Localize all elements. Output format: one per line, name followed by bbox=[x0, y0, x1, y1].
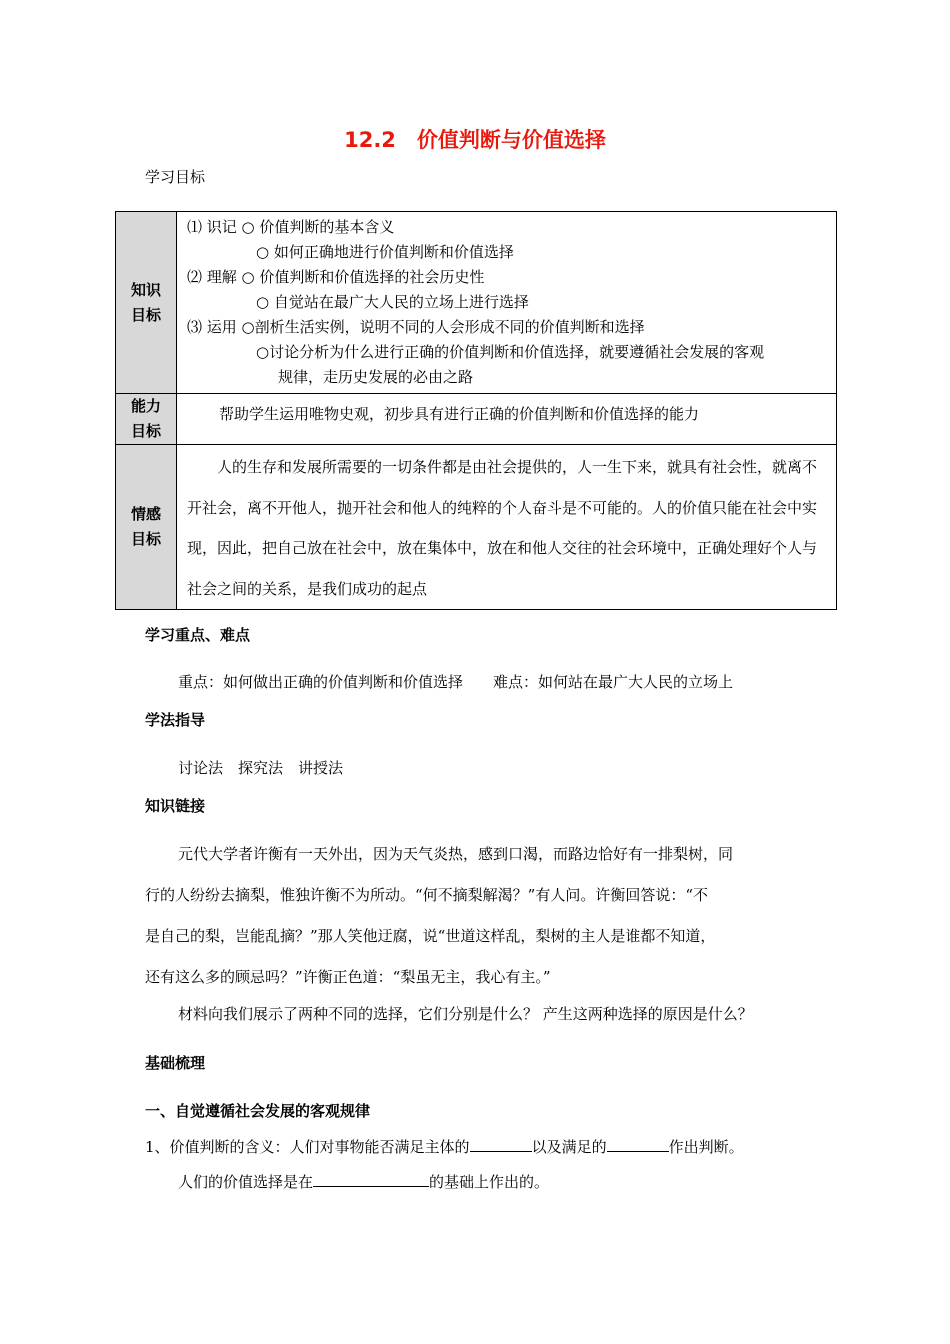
section1-heading: 一、自觉遵循社会发展的客观规律 bbox=[145, 1102, 371, 1120]
emotion-text: 人的生存和发展所需要的一切条件都是由社会提供的，人一生下来，就具有社会性，就离不开社会，离不开他人，抛开社会和他人的纯粹的个人奋斗是不可能的。人的价值只能在社会中实现，因此，把自己放在社会中，放在集体中，放在和他人交往的社会环境中，正确处理好个人与社会之间的关系，是我们成功的起点 bbox=[187, 458, 818, 598]
story-line: 是自己的梨，岂能乱摘？”那人笑他迂腐，说“世道这样乱，梨树的主人是谁都不知道， bbox=[145, 927, 716, 945]
ability-goals-header: 能力 目标 bbox=[116, 394, 177, 445]
goals-table bbox=[115, 211, 837, 610]
knowledge-line: 规律，走历史发展的必由之路 bbox=[278, 368, 474, 386]
story-line: 还有这么多的顾忌吗？”许衡正色道：“梨虽无主，我心有主。” bbox=[145, 968, 551, 986]
story-question: 材料向我们展示了两种不同的选择，它们分别是什么？ 产生这两种选择的原因是什么？ bbox=[178, 1005, 753, 1023]
key-points-heading: 学习重点、难点 bbox=[145, 626, 251, 644]
knowledge-line: ⑶ 运用 ○剖析生活实例，说明不同的人会形成不同的价值判断和选择 bbox=[187, 318, 645, 336]
knowledge-goals-row bbox=[116, 212, 837, 394]
knowledge-line: ○ 如何正确地进行价值判断和价值选择 bbox=[256, 243, 514, 261]
page-title: 12.2 价值判断与价值选择 bbox=[344, 128, 606, 152]
item1-line2: 人们的价值选择是在 的基础上作出的。 bbox=[178, 1173, 550, 1191]
ability-goals-row bbox=[116, 394, 837, 445]
study-goals-heading: 学习目标 bbox=[145, 168, 206, 186]
item1-number: 1、 bbox=[145, 1138, 170, 1156]
method-heading: 学法指导 bbox=[145, 711, 206, 729]
basics-heading: 基础梳理 bbox=[145, 1054, 206, 1072]
knowledge-goals-header: 知识 目标 bbox=[116, 212, 177, 394]
ability-text: 帮助学生运用唯物史观，初步具有进行正确的价值判断和价值选择的能力 bbox=[219, 405, 700, 423]
item1-line: 1、价值判断的含义：人们对事物能否满足主体的 以及满足的 作出判断。 bbox=[145, 1138, 744, 1156]
knowledge-link-heading: 知识链接 bbox=[145, 797, 206, 815]
knowledge-line: ○ 自觉站在最广大人民的立场上进行选择 bbox=[256, 293, 529, 311]
story-line: 元代大学者许衡有一天外出，因为天气炎热，感到口渴，而路边恰好有一排梨树，同 bbox=[178, 845, 734, 863]
emotion-goals-cell bbox=[177, 445, 837, 610]
key-points-text: 重点：如何做出正确的价值判断和价值选择 难点：如何站在最广大人民的立场上 bbox=[178, 673, 734, 691]
emotion-goals-header: 情感 目标 bbox=[116, 445, 177, 610]
knowledge-line: ⑴ 识记 ○ 价值判断的基本含义 bbox=[187, 218, 395, 236]
knowledge-line: ⑵ 理解 ○ 价值判断和价值选择的社会历史性 bbox=[187, 268, 485, 286]
emotion-goals-row bbox=[116, 445, 837, 610]
story-line: 行的人纷纷去摘梨，惟独许衡不为所动。“何不摘梨解渴？”有人问。许衡回答说：“不 bbox=[145, 886, 709, 904]
fill-blank[interactable] bbox=[470, 1136, 532, 1152]
knowledge-goals-cell bbox=[177, 212, 837, 394]
fill-blank[interactable] bbox=[607, 1136, 669, 1152]
method-text: 讨论法 探究法 讲授法 bbox=[178, 759, 344, 777]
fill-blank[interactable] bbox=[313, 1171, 429, 1187]
knowledge-line: ○讨论分析为什么进行正确的价值判断和价值选择，就要遵循社会发展的客观 bbox=[256, 343, 765, 361]
ability-goals-cell bbox=[177, 394, 837, 445]
